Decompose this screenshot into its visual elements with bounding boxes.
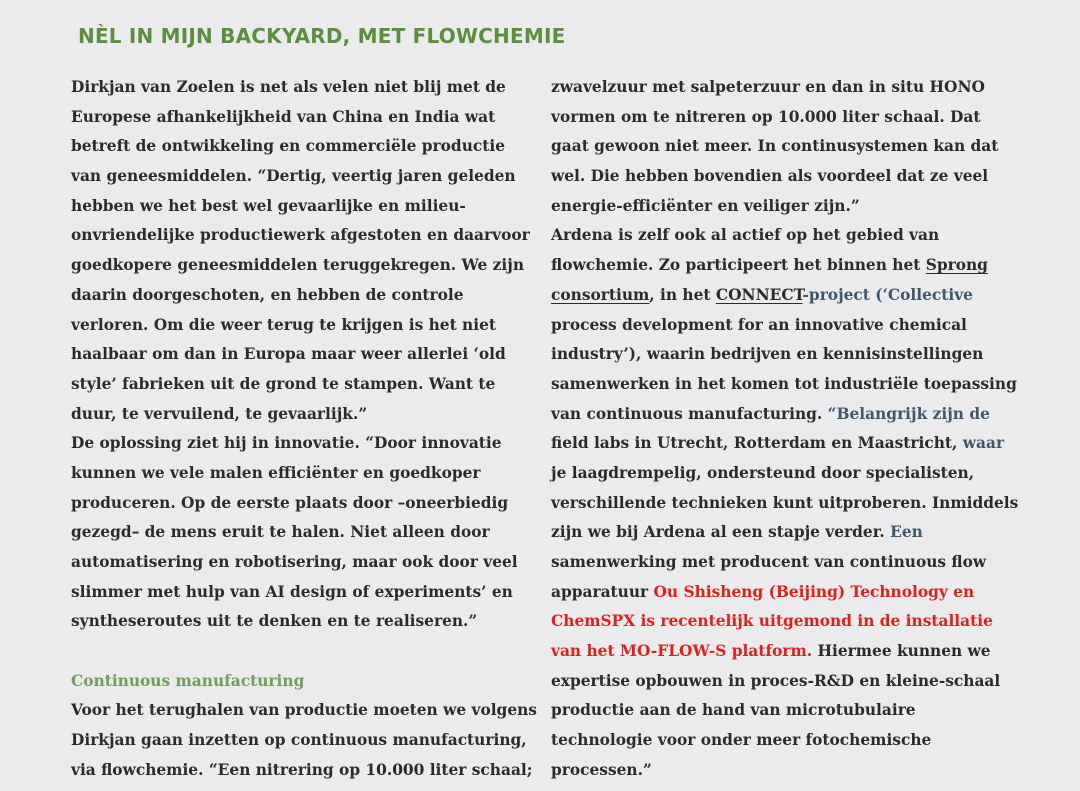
paragraph-line: samenwerking met producent van continuous flow <box>551 553 987 571</box>
paragraph-line: verloren. Om die weer terug te krijgen is het niet <box>71 315 496 334</box>
paragraph-line: technologie voor onder meer fotochemische <box>551 731 932 750</box>
paragraph-line: duur, te vervuilend, te gevaarlijk.” <box>71 404 368 423</box>
field-labs-link[interactable]: “Belangrijk zijn de <box>827 404 990 423</box>
paragraph-line: zwavelzuur met salpeterzuur en dan in situ HONO <box>551 78 985 96</box>
left-column <box>71 73 541 786</box>
highlighted-text: ChemSPX is recentelijk uitgemond in de installatie <box>551 612 993 631</box>
paragraph-line: industry’), waarin bedrijven en kennisinstellingen <box>551 345 984 364</box>
paragraph-line <box>551 429 1021 459</box>
paragraph-line: expertise opbouwen in proces-R&D en kleine-schaal <box>551 671 1001 690</box>
paragraph-line: Dirkjan van Zoelen is net als velen niet blij met de <box>71 78 506 96</box>
paragraph-line: energie-efficiënter en veiliger zijn.” <box>551 196 860 215</box>
paragraph-line: slimmer met hulp van AI design of experiments’ en <box>71 582 513 601</box>
paragraph-line: haalbaar om dan in Europa maar weer allerlei ‘old <box>71 345 506 364</box>
connect-link[interactable]: CONNECT <box>715 285 803 304</box>
paragraph-line: style’ fabrieken uit de grond te stampen. Want te <box>71 374 496 393</box>
paragraph-line: onvriendelijke productiewerk afgestoten en daarvoor <box>71 226 530 245</box>
paragraph-spacer <box>71 637 541 667</box>
paragraph-line: automatisering en robotisering, maar ook door veel <box>71 553 518 571</box>
paragraph-line: syntheseroutes uit te denken en te realiseren.” <box>71 612 478 631</box>
text-segment: van continuous manufacturing. <box>551 404 828 423</box>
text-segment: flowchemie. Zo participeert het binnen het <box>551 256 926 275</box>
text-segment: zijn we bij Ardena al een stapje verder. <box>551 523 891 542</box>
paragraph-line: produceren. Op de eerste plaats door –oneerbiedig <box>71 493 509 512</box>
paragraph-line: samenwerken in het komen tot industriële toepassing <box>551 374 1017 393</box>
paragraph-line <box>551 578 1021 608</box>
paragraph-line: Dirkjan gaan inzetten op continuous manufacturing, <box>71 731 527 750</box>
paragraph-line <box>551 518 1021 548</box>
text-segment: -project (‘Collective <box>802 285 973 304</box>
text-segment: Hiermee kunnen we <box>812 642 991 661</box>
sprong-link[interactable]: Sprong <box>925 256 988 275</box>
highlighted-text: van het MO-FLOW-S platform. <box>551 642 813 661</box>
highlighted-text: Ou Shisheng (Beijing) Technology en <box>653 582 975 601</box>
paragraph-line <box>551 281 1021 311</box>
paragraph-line: De oplossing ziet hij in innovatie. “Door innovatie <box>71 434 502 453</box>
paragraph-line: kunnen we vele malen efficiënter en goedkoper <box>71 463 481 482</box>
consortium-link[interactable]: consortium <box>551 285 650 304</box>
paragraph-line: gaat gewoon niet meer. In continusystemen kan dat <box>551 137 999 156</box>
paragraph-line: verschillende technieken kunt uitproberen. Inmiddels <box>551 493 1019 512</box>
samenwerking-link[interactable]: Een <box>890 523 923 542</box>
paragraph-line: process development for an innovative chemical <box>551 315 967 334</box>
paragraph-line: daarin doorgeschoten, en hebben de controle <box>71 285 464 304</box>
paragraph-line <box>551 637 1021 667</box>
field-labs-link[interactable]: waar <box>962 434 1005 453</box>
paragraph-line <box>551 251 1021 281</box>
paragraph-line: vormen om te nitreren op 10.000 liter schaal. Dat <box>551 107 981 126</box>
right-column <box>551 73 1021 786</box>
paragraph-line: je laagdrempelig, ondersteund door specialisten, <box>551 463 975 482</box>
text-segment: apparatuur <box>551 582 654 601</box>
paragraph-line: Europese afhankelijkheid van China en India wat <box>71 107 496 126</box>
text-segment: field labs in Utrecht, Rotterdam en Maastricht, <box>551 434 963 453</box>
paragraph-line: van geneesmiddelen. “Dertig, veertig jaren geleden <box>71 167 516 186</box>
paragraph-line: gezegd– de mens eruit te halen. Niet alleen door <box>71 523 490 542</box>
paragraph-line: wel. Die hebben bovendien als voordeel dat ze veel <box>551 167 989 186</box>
article-title: NÈL IN MIJN BACKYARD, MET FLOWCHEMIE <box>78 24 566 48</box>
paragraph-line: hebben we het best wel gevaarlijke en milieu- <box>71 196 466 215</box>
paragraph-line: Voor het terughalen van productie moeten we volgens <box>71 701 537 720</box>
paragraph-line: via flowchemie. “Een nitrering op 10.000 liter schaal; <box>71 760 533 779</box>
paragraph-line: goedkopere geneesmiddelen teruggekregen. We zijn <box>71 256 525 275</box>
section-subheading: Continuous manufacturing <box>71 671 305 690</box>
text-segment: , in het <box>649 285 716 304</box>
paragraph-line: betreft de ontwikkeling en commerciële productie <box>71 137 506 156</box>
paragraph-line: Ardena is zelf ook al actief op het gebied van <box>551 226 940 245</box>
paragraph-line <box>551 400 1021 430</box>
paragraph-line: processen.” <box>551 760 652 779</box>
paragraph-line: productie aan de hand van microtubulaire <box>551 701 916 720</box>
